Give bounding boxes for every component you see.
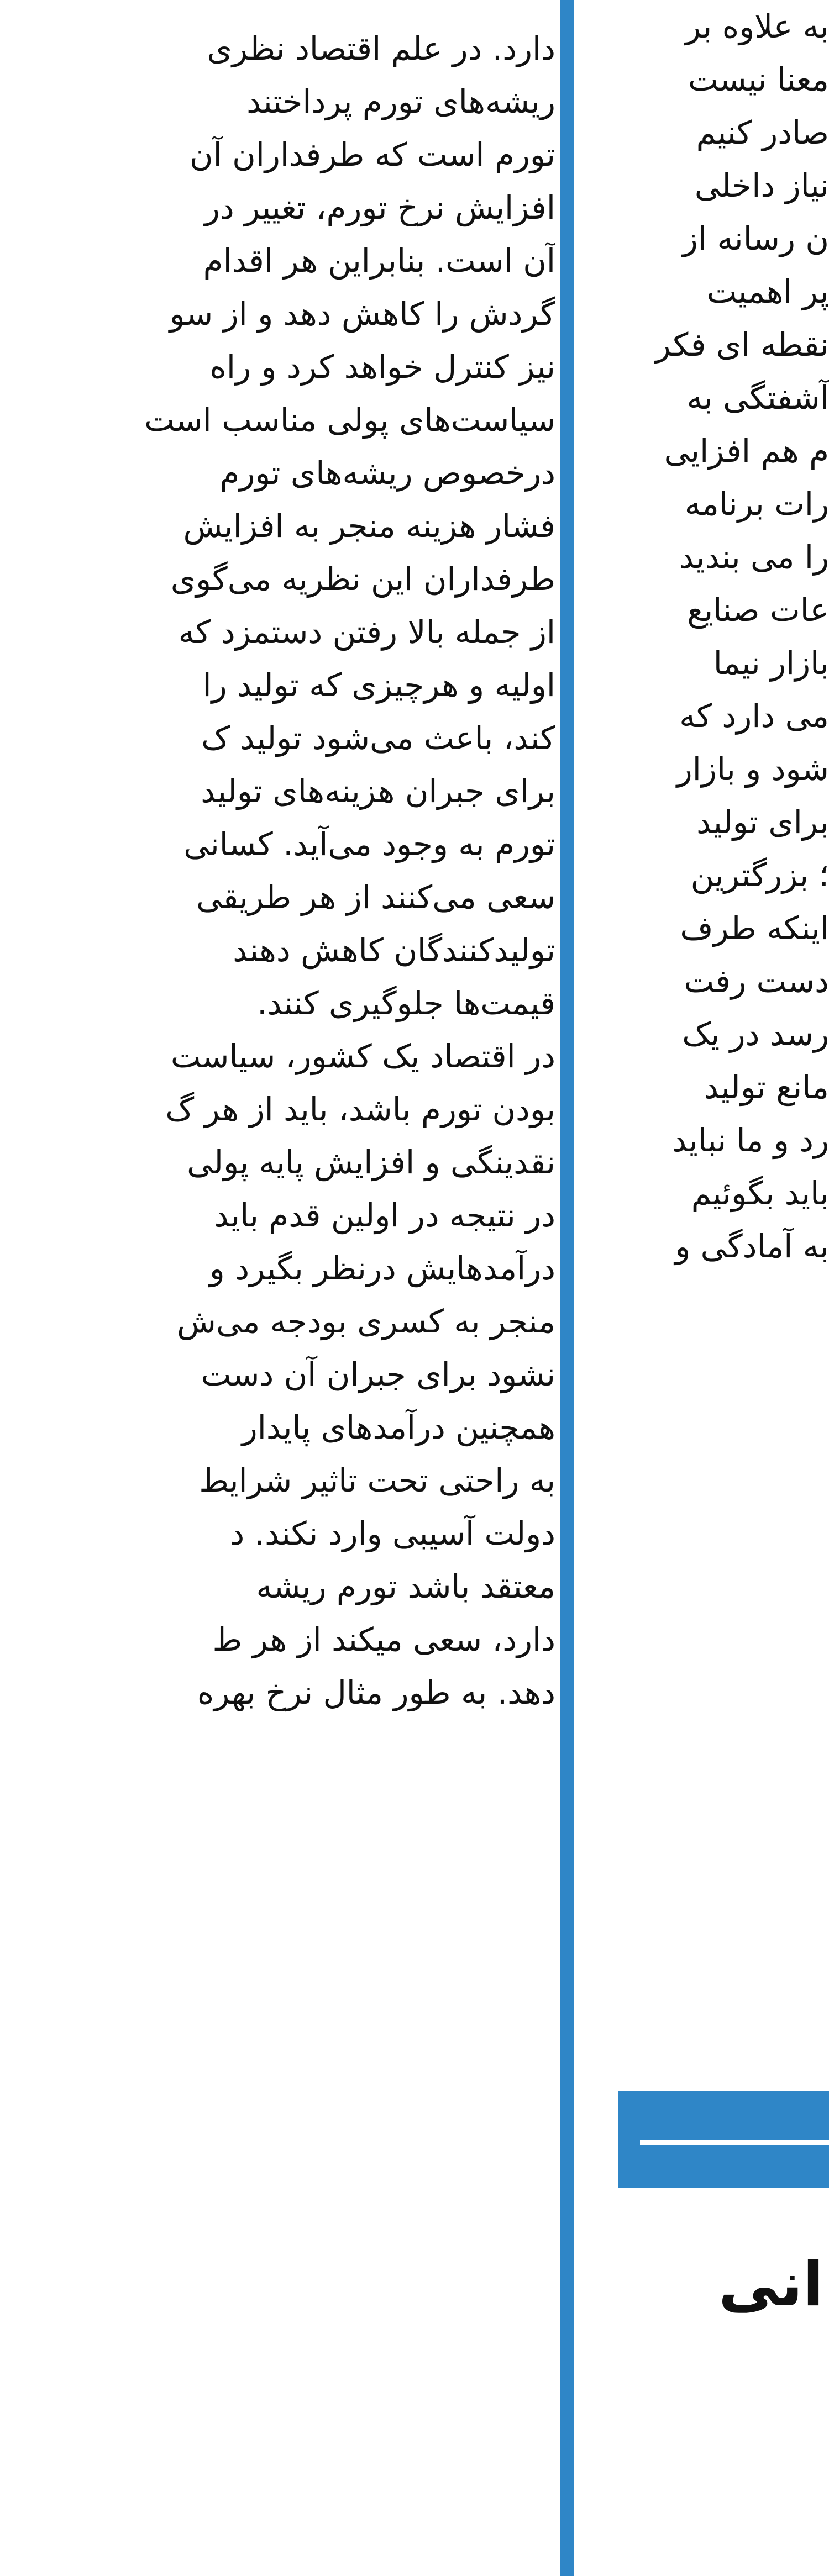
text-line: منجر به کسری بودجه می‌ش bbox=[177, 1303, 555, 1340]
text-line: صادر کنیم bbox=[696, 114, 829, 151]
text-line: طرفداران این نظریه می‌گوی bbox=[170, 560, 555, 598]
text-line: دارد. در علم اقتصاد نظری bbox=[207, 30, 555, 67]
text-line: سیاست‌های پولی مناسب است bbox=[144, 401, 555, 439]
text-line: فشار هزینه منجر به افزایش bbox=[183, 507, 555, 545]
text-line: عات صنایع bbox=[687, 591, 829, 629]
text-line: قیمت‌ها جلوگیری کنند. bbox=[257, 984, 555, 1022]
article-column-left bbox=[0, 0, 555, 1719]
text-line: برای تولید bbox=[696, 803, 829, 841]
text-line: رد و ما نباید bbox=[672, 1121, 829, 1159]
text-line: معتقد باشد تورم ریشه bbox=[256, 1568, 555, 1605]
text-line: افزایش نرخ تورم، تغییر در bbox=[204, 189, 555, 226]
headline-fragment: انی bbox=[718, 2249, 824, 2320]
text-line: تولیدکنندگان کاهش دهند bbox=[233, 931, 555, 969]
text-line: از جمله بالا رفتن دستمزد که bbox=[178, 613, 555, 651]
text-line: کند، باعث می‌شود تولید ک bbox=[201, 719, 555, 757]
text-line: شود و بازار bbox=[676, 750, 829, 788]
text-line: برای جبران هزینه‌های تولید bbox=[201, 772, 555, 810]
text-line: به راحتی تحت تاثیر شرایط bbox=[199, 1462, 555, 1499]
text-line: باید بگوئیم bbox=[691, 1174, 829, 1212]
text-line: بازار نیما bbox=[713, 644, 829, 682]
text-line: در نتیجه در اولین قدم باید bbox=[214, 1197, 555, 1234]
text-line: نقدینگی و افزایش پایه پولی bbox=[187, 1144, 555, 1181]
text-line: نشود برای جبران آن دست bbox=[201, 1356, 555, 1393]
blue-banner bbox=[618, 2091, 829, 2188]
text-line: آن است. بنابراین هر اقدام bbox=[203, 242, 555, 280]
text-line: مانع تولید bbox=[704, 1068, 829, 1106]
text-line: درخصوص ریشه‌های تورم bbox=[219, 454, 555, 492]
text-line: م هم افزایی bbox=[664, 432, 829, 470]
text-line: نیاز داخلی bbox=[694, 167, 829, 204]
text-line: ریشه‌های تورم پرداختند bbox=[246, 83, 555, 120]
text-line: نقطه ای فکر bbox=[655, 326, 829, 364]
text-line: معنا نیست bbox=[688, 61, 829, 98]
text-line: اینکه طرف bbox=[680, 909, 829, 947]
text-line: دست رفت bbox=[684, 962, 829, 1000]
text-line: ن رسانه از bbox=[682, 220, 829, 257]
text-line: دارد، سعی میکند از هر ط bbox=[212, 1621, 555, 1658]
text-line: می دارد که bbox=[679, 697, 829, 735]
text-line: بودن تورم باشد، باید از هر گ bbox=[165, 1091, 555, 1128]
text-line: پر اهمیت bbox=[706, 273, 829, 310]
text-line: ؛ بزرگترین bbox=[690, 856, 829, 894]
text-line: همچنین درآمدهای پایدار bbox=[242, 1409, 555, 1446]
text-line: به آمادگی و bbox=[675, 1228, 829, 1265]
text-line: دولت آسیبی وارد نکند. د bbox=[230, 1515, 555, 1552]
column-divider bbox=[560, 0, 574, 2576]
text-line: به علاوه بر bbox=[685, 8, 829, 45]
text-line: رسد در یک bbox=[682, 1015, 829, 1053]
text-line: تورم است که طرفداران آن bbox=[189, 136, 555, 173]
text-line: را می بندید bbox=[679, 538, 829, 576]
text-line: اولیه و هرچیزی که تولید را bbox=[202, 666, 555, 704]
text-line: نیز کنترل خواهد کرد و راه bbox=[209, 348, 555, 386]
article-column-right bbox=[622, 0, 829, 1273]
text-line: رات برنامه bbox=[684, 485, 829, 523]
banner-rule bbox=[640, 2140, 829, 2145]
text-line: تورم به وجود می‌آید. کسانی bbox=[183, 825, 555, 863]
text-line: آشفتگی به bbox=[686, 379, 829, 417]
text-line: درآمدهایش درنظر بگیرد و bbox=[209, 1250, 555, 1287]
text-line: گردش را کاهش دهد و از سو bbox=[169, 295, 555, 333]
text-line: دهد. به طور مثال نرخ بهره bbox=[197, 1674, 555, 1711]
text-line: در اقتصاد یک کشور، سیاست bbox=[170, 1037, 555, 1075]
text-line: سعی می‌کنند از هر طریقی bbox=[196, 878, 555, 916]
